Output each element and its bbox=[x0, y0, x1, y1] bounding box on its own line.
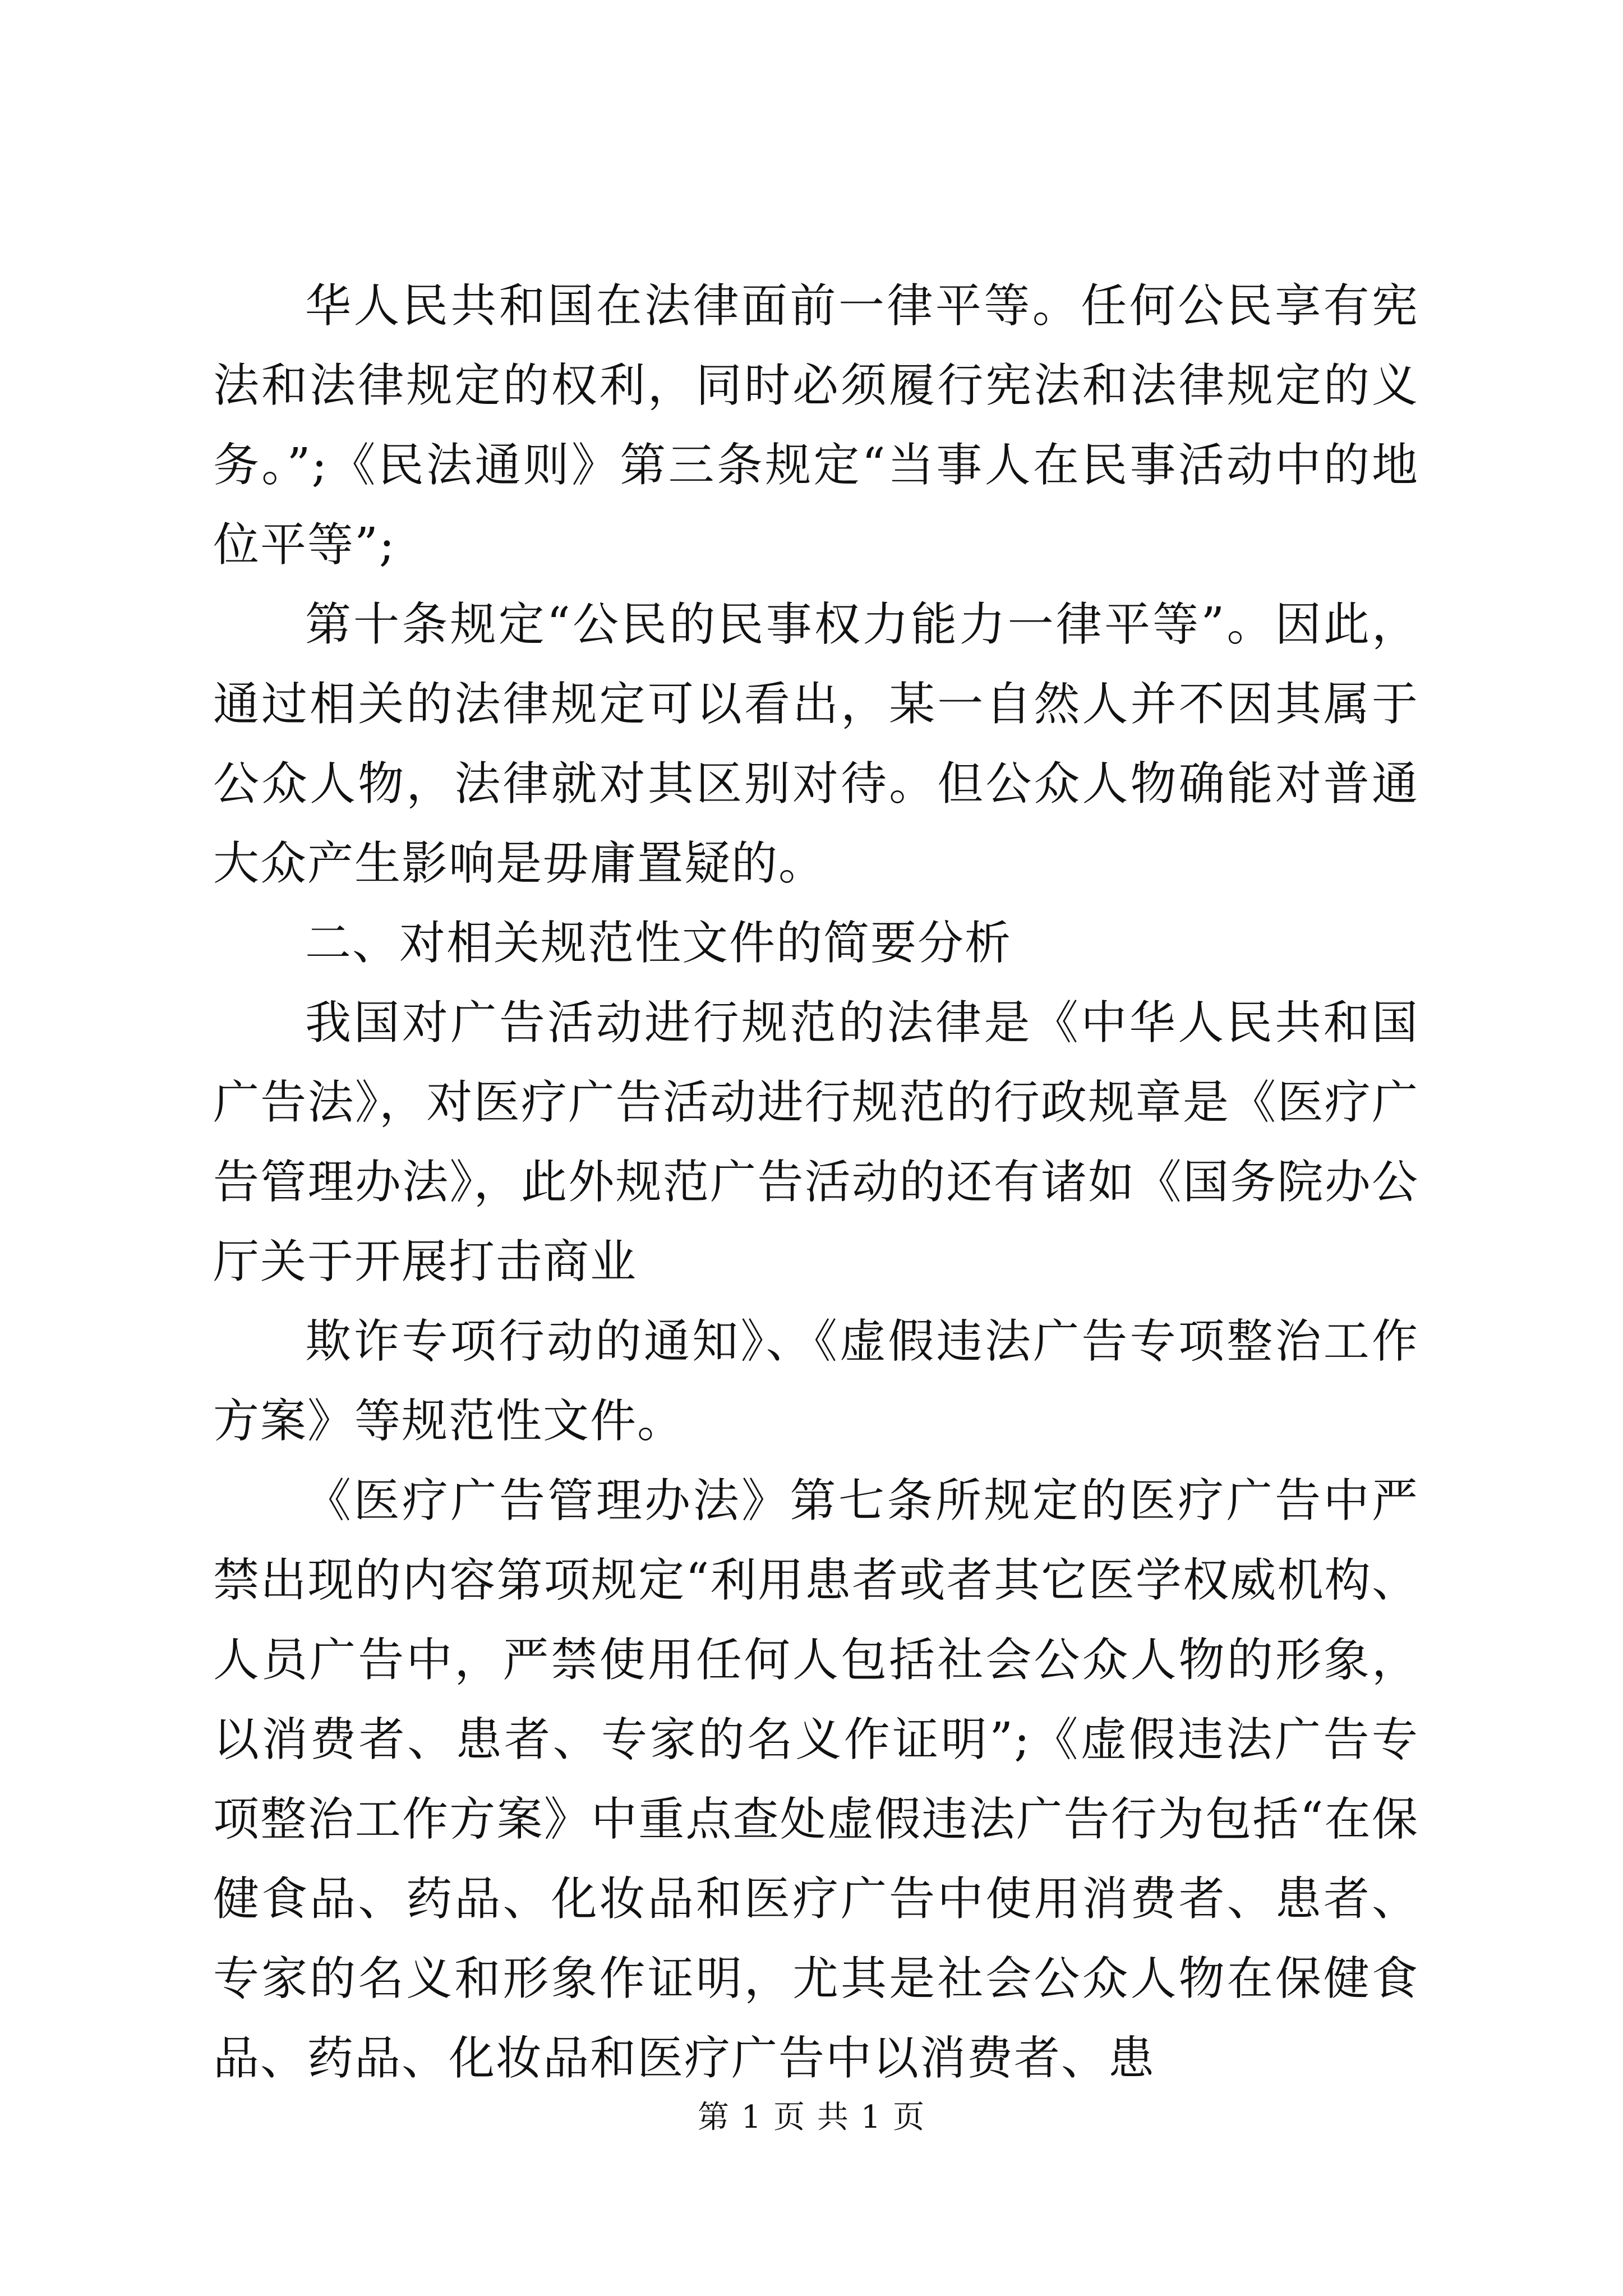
section-heading: 二、对相关规范性文件的简要分析 bbox=[305, 917, 1012, 970]
document-body bbox=[213, 266, 1419, 2099]
paragraph: 欺诈专项行动的通知》、《虚假违法广告专项整治工作方案》等规范性文件。 bbox=[213, 1315, 1419, 1448]
paragraph: 华人民共和国在法律面前一律平等。任何公民享有宪法和法律规定的权利，同时必须履行宪法和法律规定的义务。”;《民法通则》第三条规定“当事人在民事活动中的地位平等”; bbox=[213, 279, 1419, 572]
paragraph: 我国对广告活动进行规范的法律是《中华人民共和国广告法》，对医疗广告活动进行规范的行政规章是《医疗广告管理办法》，此外规范广告活动的还有诸如《国务院办公厅关于开展打击商业 bbox=[213, 996, 1419, 1289]
paragraph: 《医疗广告管理办法》第七条所规定的医疗广告中严禁出现的内容第项规定“利用患者或者其它医学权威机构、人员广告中，严禁使用任何人包括社会公众人物的形象，以消费者、患者、专家的名义作证明”;《虚假违法广告专项整治工作方案》中重点查处虚假违法广告行为包括“在保健食品、药品、化妆品和医疗广告中使用消费者、患者、专家的名义和形象作证明，尤其是社会公众人物在保健食品、药品、化妆品和医疗广告中以消费者、患 bbox=[213, 1474, 1419, 2085]
paragraph: 第十条规定“公民的民事权力能力一律平等”。因此，通过相关的法律规定可以看出，某一自然人并不因其属于公众人物，法律就对其区别对待。但公众人物确能对普通大众产生影响是毋庸置疑的。 bbox=[213, 598, 1419, 890]
page-footer: 第 1 页 共 1 页 bbox=[697, 2099, 926, 2136]
